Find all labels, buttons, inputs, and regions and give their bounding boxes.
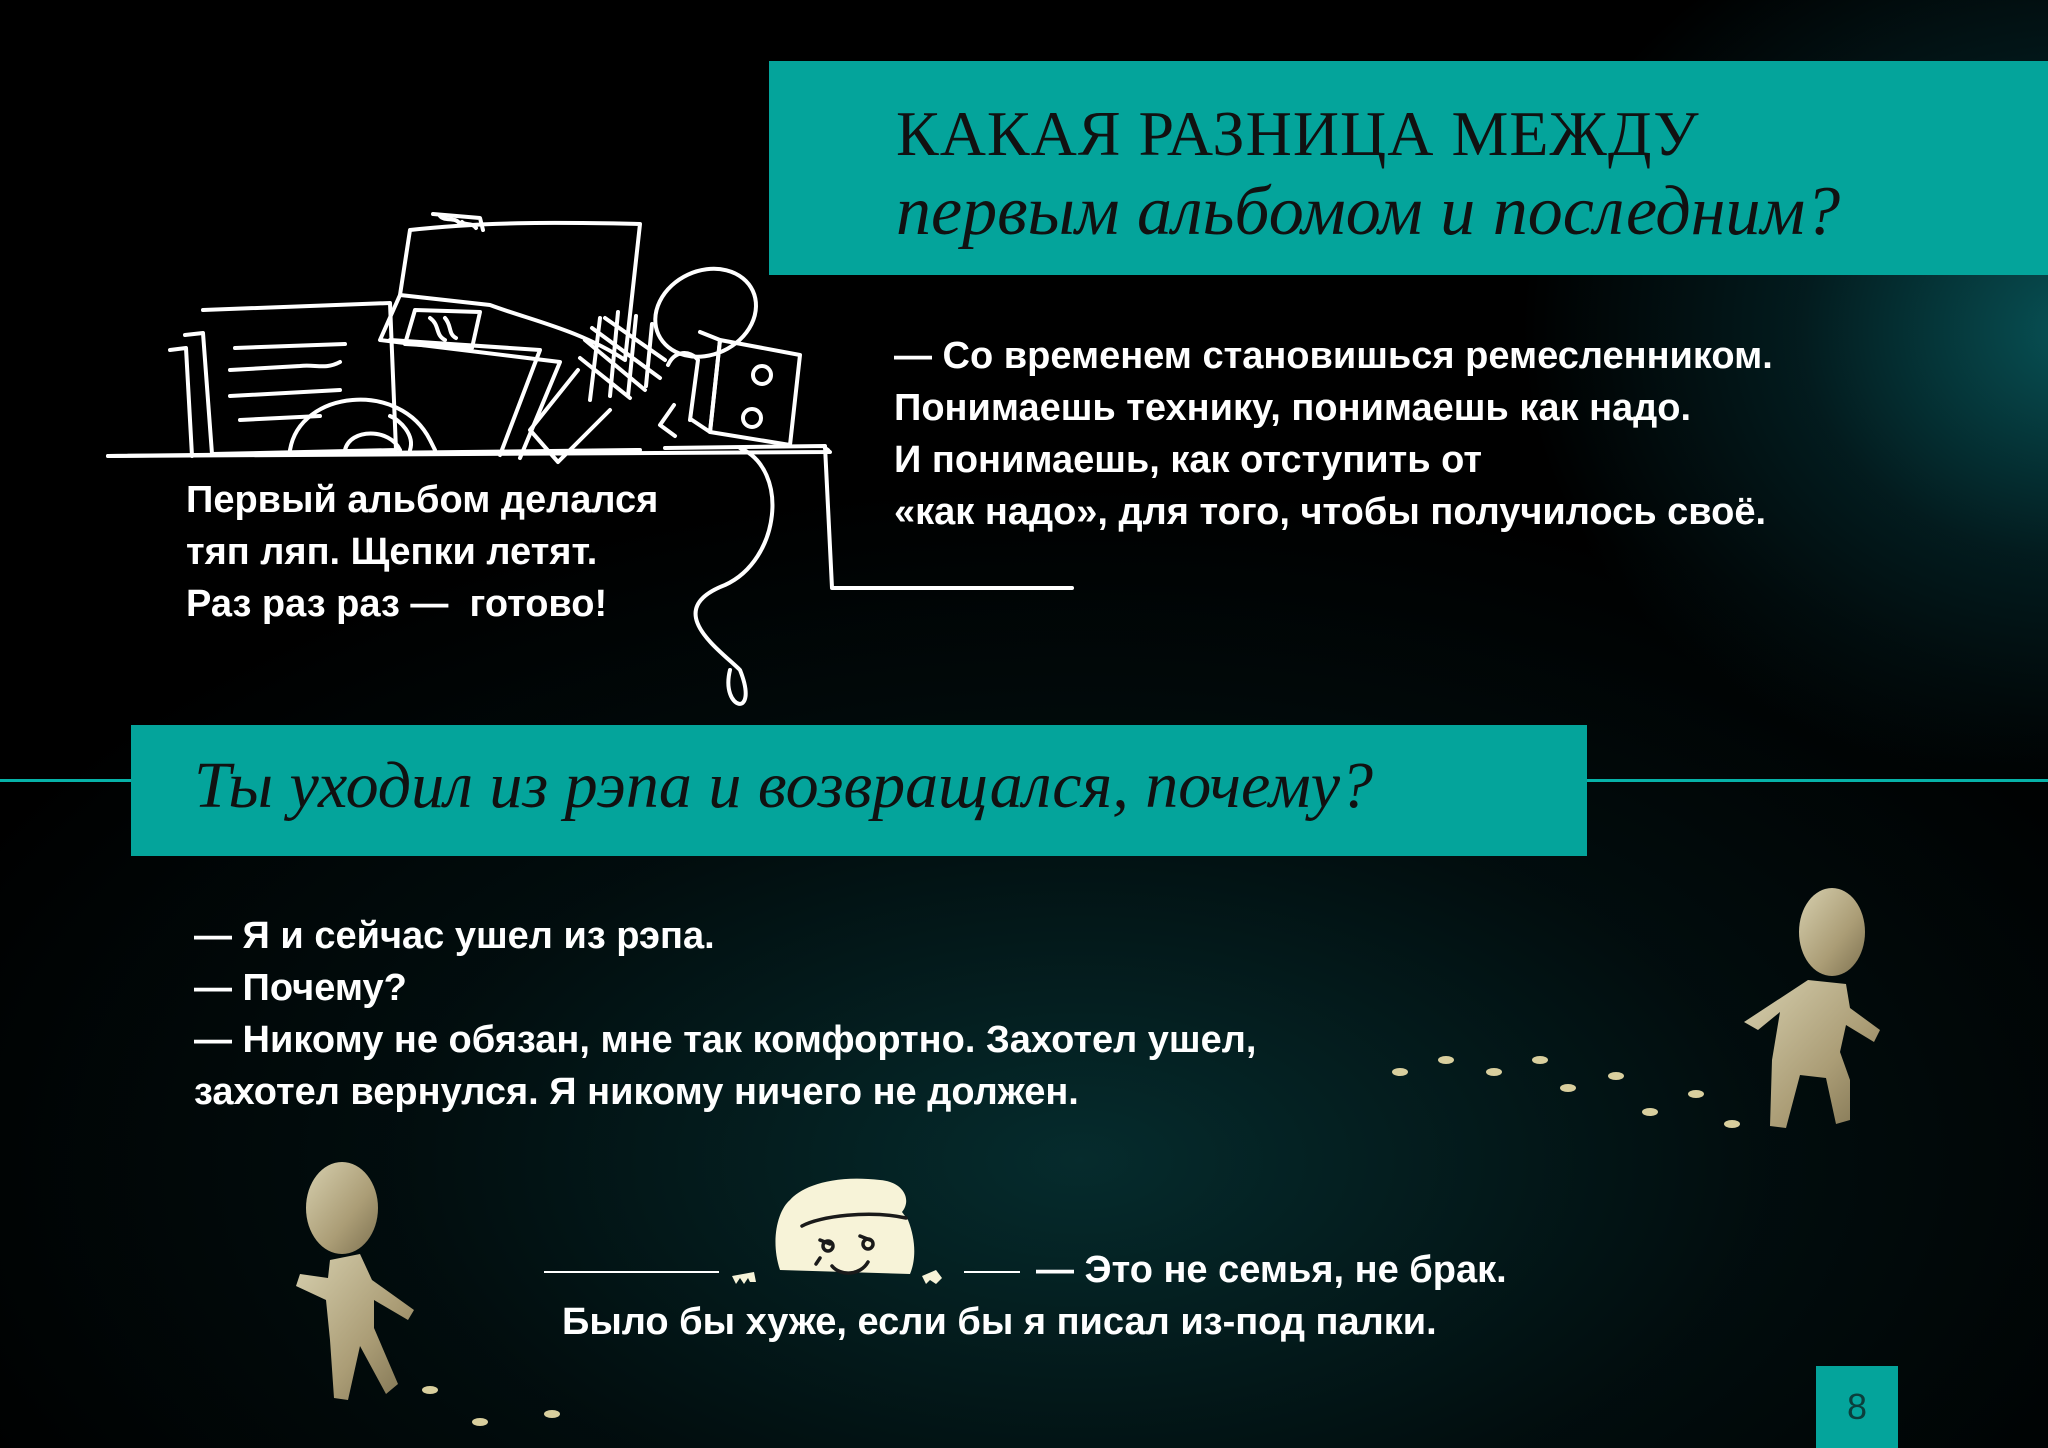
question1-answer-right: — Со временем становишься ремесленником. Понимаешь технику, понимаешь как надо. И понимаешь, как отступить от «как надо», для того, чтобы получилось своё. (894, 335, 1773, 533)
quote-line-mid (964, 1270, 1020, 1276)
smiling-face-icon (720, 1160, 960, 1290)
question1-title-line1: КАКАЯ РАЗНИЦА МЕЖДУ (896, 98, 1700, 169)
question2-quote-line1: — Это не семья, не брак. (1036, 1249, 1507, 1291)
walking-figure-icon (1380, 880, 1900, 1140)
quote-line-left (544, 1270, 719, 1276)
divider-line-right (1586, 779, 2048, 782)
walking-figure-icon (290, 1150, 590, 1440)
divider-line-left (0, 779, 132, 782)
page-number: 8 (1816, 1366, 1898, 1448)
question2-title: Ты уходил из рэпа и возвращался, почему? (194, 749, 1374, 822)
question1-title-line2: первым альбомом и последним? (896, 173, 1841, 250)
question1-answer-left: Первый альбом делался тяп ляп. Щепки летят. Раз раз раз — готово! (186, 479, 659, 625)
question2-answer: — Я и сейчас ушел из рэпа. — Почему? — Никому не обязан, мне так комфортно. Захотел ушел, захотел вернулся. Я никому ничего не должен. (194, 915, 1257, 1113)
question2-quote-line2: Было бы хуже, если бы я писал из-под палки. (562, 1301, 1437, 1343)
